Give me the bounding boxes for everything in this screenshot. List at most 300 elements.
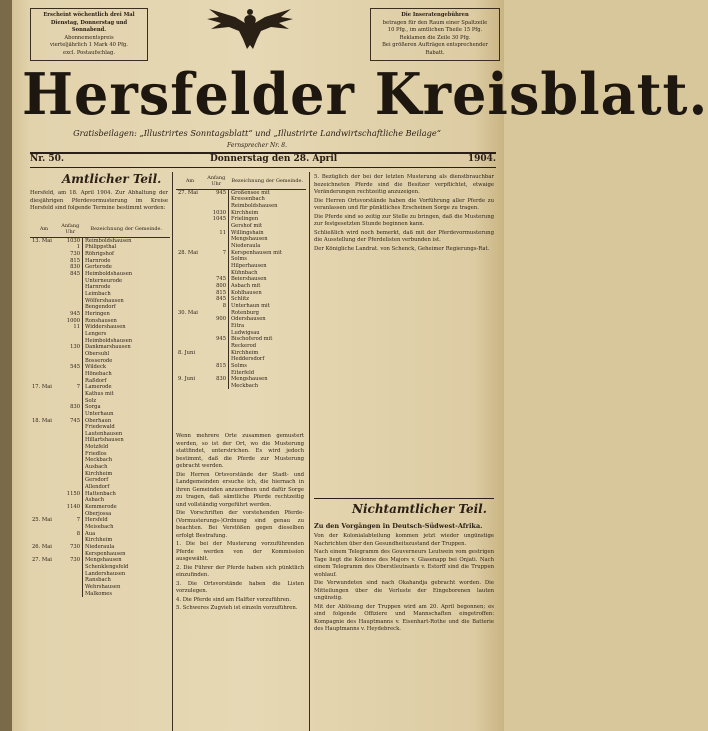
row-date bbox=[176, 276, 204, 283]
row-date bbox=[176, 223, 204, 230]
scan-edge bbox=[0, 0, 12, 731]
row-date bbox=[30, 258, 58, 265]
table-row bbox=[30, 524, 170, 531]
row-municipality: Heddersdorf bbox=[231, 356, 265, 363]
table-row bbox=[30, 378, 170, 385]
row-date bbox=[30, 351, 58, 358]
row-municipality: Motzfeld bbox=[85, 444, 109, 451]
col-header-municipality: Bezeichnung der Gemeinde. bbox=[83, 222, 171, 237]
row-time bbox=[58, 424, 83, 431]
box-left-line: Erscheint wöchentlich drei Mal bbox=[43, 12, 135, 18]
row-municipality: Schlitz bbox=[231, 296, 249, 303]
row-time bbox=[58, 584, 83, 591]
row-time: 7 bbox=[58, 384, 83, 391]
row-time: 845 bbox=[58, 271, 83, 278]
paragraph: 4. Die Pferde sind am Halfter vorzuführen. bbox=[176, 596, 292, 603]
row-time bbox=[204, 243, 229, 250]
table-row bbox=[176, 376, 306, 383]
row-time: 945 bbox=[204, 189, 229, 196]
table-row bbox=[176, 276, 306, 283]
row-time bbox=[58, 431, 83, 438]
table-row bbox=[30, 544, 170, 551]
row-time bbox=[204, 236, 229, 243]
row-date bbox=[30, 304, 58, 311]
table-row bbox=[176, 290, 306, 297]
row-municipality: Oberjossa bbox=[85, 510, 112, 517]
box-left-line: Dienstag, Donnerstag und Sonnabend. bbox=[50, 19, 128, 34]
row-time bbox=[58, 284, 83, 291]
row-municipality: Odershausen bbox=[231, 316, 266, 323]
row-municipality: Friedlos bbox=[85, 450, 107, 457]
paragraph: 1. Die bei der Musterung vorzuführenden Pferde werden von der Kommission ausgewählt. bbox=[176, 541, 304, 563]
row-date: 26. Mai bbox=[32, 543, 52, 550]
row-time bbox=[204, 310, 229, 317]
supplements-line: Gratisbeilagen: „Illustrirtes Sonntagsblatt“ und „Illustrirte Landwirtschaftliche Beilage“ bbox=[73, 128, 441, 138]
amtlicher-teil-heading: Amtlicher Teil. bbox=[62, 172, 162, 186]
issue-rule bbox=[30, 167, 496, 168]
row-date bbox=[176, 356, 204, 363]
row-date bbox=[30, 531, 58, 538]
box-right-line: Reklamen die Zeile 30 Pfg. bbox=[399, 34, 471, 41]
table-row bbox=[30, 584, 170, 591]
row-date: 27. Mai bbox=[178, 189, 198, 196]
row-date bbox=[176, 283, 204, 290]
box-right-line: Bei größeren Aufträgen entsprechender bbox=[382, 42, 488, 49]
table-row bbox=[176, 356, 306, 363]
row-municipality: Frielingen bbox=[231, 216, 259, 223]
row-date bbox=[30, 457, 58, 464]
row-municipality: Kohlhausen bbox=[231, 289, 262, 296]
row-time bbox=[58, 371, 83, 378]
row-time: 815 bbox=[204, 290, 229, 297]
row-time bbox=[204, 323, 229, 330]
row-municipality: Ludwigsau bbox=[231, 329, 260, 336]
row-date bbox=[30, 291, 58, 298]
row-municipality: Landershausen bbox=[85, 570, 126, 577]
row-time bbox=[204, 196, 229, 203]
row-municipality: Meckbach bbox=[85, 457, 113, 464]
row-municipality: Ausbach bbox=[85, 464, 108, 471]
col-header-time: Anfang Uhr bbox=[58, 222, 83, 237]
row-municipality: Lamerode bbox=[85, 384, 112, 391]
row-municipality: Ronshausen bbox=[85, 317, 117, 324]
newspaper-title: Hersfelder Kreisblatt. bbox=[22, 60, 708, 128]
row-municipality: Rotenburg bbox=[231, 309, 259, 316]
row-date: 27. Mai bbox=[32, 557, 52, 564]
row-date bbox=[30, 497, 58, 504]
table-row bbox=[30, 511, 170, 518]
row-municipality: Kühnbach bbox=[231, 269, 258, 276]
row-time bbox=[58, 564, 83, 571]
paragraph: Der Königliche Landrat. von Schenck, Geheimer Regierungs-Rat. bbox=[314, 245, 490, 252]
row-municipality: Solz bbox=[85, 397, 97, 404]
box-right-line: Die Inseratengebühren bbox=[401, 12, 469, 18]
table-row bbox=[30, 371, 170, 378]
table-row bbox=[176, 189, 306, 196]
row-municipality: Meckbach bbox=[231, 382, 259, 389]
row-time: 11 bbox=[58, 324, 83, 331]
row-time: 1000 bbox=[58, 318, 83, 325]
row-date bbox=[30, 484, 58, 491]
row-date bbox=[176, 330, 204, 337]
row-municipality: Aua bbox=[85, 530, 96, 537]
row-time: 1045 bbox=[204, 216, 229, 223]
col-header-date: Am bbox=[176, 174, 204, 189]
row-municipality: Heringen bbox=[85, 311, 110, 317]
table-row bbox=[176, 230, 306, 237]
paragraph: 5. Schweres Zugvieh ist einzeln vorzuführen. bbox=[176, 605, 298, 612]
table-row bbox=[176, 303, 306, 310]
table-row bbox=[176, 256, 306, 263]
row-date bbox=[176, 256, 204, 263]
row-date bbox=[30, 424, 58, 431]
row-municipality: Eitra bbox=[231, 322, 245, 329]
row-time: 830 bbox=[204, 376, 229, 383]
row-time bbox=[58, 464, 83, 471]
col-header-time: Anfang Uhr bbox=[204, 174, 229, 189]
row-time: 730 bbox=[58, 557, 83, 564]
row-date: 13. Mai bbox=[32, 237, 52, 244]
row-municipality: Obersuhl bbox=[85, 350, 110, 357]
row-municipality: Meisebach bbox=[85, 524, 114, 530]
table-row bbox=[176, 210, 306, 217]
table-row bbox=[176, 270, 306, 277]
row-date bbox=[176, 370, 204, 377]
row-municipality: Lautenhausen bbox=[85, 430, 123, 437]
row-municipality: Reimboldshausen bbox=[231, 203, 278, 210]
row-municipality: Hönebach bbox=[85, 370, 112, 377]
row-time bbox=[58, 571, 83, 578]
table-row bbox=[30, 364, 170, 371]
row-municipality: Philippsthal bbox=[85, 244, 117, 251]
row-time bbox=[58, 437, 83, 444]
row-date bbox=[176, 336, 204, 343]
table-row bbox=[30, 237, 170, 244]
row-time: 730 bbox=[58, 251, 83, 258]
table-row bbox=[30, 424, 170, 431]
row-municipality: Kerspenhausen mit bbox=[231, 249, 282, 256]
table-row bbox=[30, 264, 170, 271]
table-row bbox=[30, 384, 170, 391]
row-municipality: Großensee mit bbox=[231, 189, 270, 196]
table-row bbox=[176, 343, 306, 350]
paragraph: 5. Bezüglich der bei der letzten Musterung als dienstbrauchbar bezeichneten Pferde sind die Besitzer verpflichtet, etwaige Veränderungen rechtzeitig anzuzeigen. bbox=[314, 174, 494, 196]
row-time bbox=[58, 398, 83, 405]
table-row bbox=[176, 263, 306, 270]
row-date bbox=[176, 196, 204, 203]
table-row bbox=[176, 363, 306, 370]
row-time bbox=[58, 338, 83, 345]
table-row bbox=[30, 304, 170, 311]
row-date bbox=[30, 451, 58, 458]
row-date: 25. Mai bbox=[32, 517, 52, 524]
row-date bbox=[176, 323, 204, 330]
row-time: 815 bbox=[204, 363, 229, 370]
table-row bbox=[30, 258, 170, 265]
row-date bbox=[30, 271, 58, 278]
row-municipality: Bischofsrod mit bbox=[231, 336, 273, 343]
table-row bbox=[176, 323, 306, 330]
table-row bbox=[30, 271, 170, 278]
row-time bbox=[58, 537, 83, 544]
row-date bbox=[30, 504, 58, 511]
table-row bbox=[176, 236, 306, 243]
row-municipality: Wölfershausen bbox=[85, 297, 124, 304]
row-time bbox=[58, 331, 83, 338]
table-row bbox=[30, 444, 170, 451]
row-date bbox=[30, 584, 58, 591]
row-date bbox=[176, 303, 204, 310]
row-date bbox=[30, 278, 58, 285]
table-row bbox=[30, 344, 170, 351]
table-row bbox=[176, 283, 306, 290]
row-time bbox=[58, 358, 83, 365]
table-row bbox=[176, 383, 306, 390]
row-date bbox=[30, 398, 58, 405]
row-municipality: Solms bbox=[231, 362, 247, 369]
row-time bbox=[204, 356, 229, 363]
box-right-line: Rabatt. bbox=[425, 49, 445, 56]
row-time bbox=[58, 278, 83, 285]
pferdevormusterung-intro: Hersfeld, am 18. April 1904. Zur Abhaltung der diesjährigen Pferdevormusterung im Kreise Hersfeld sind folgende Termine bestimmt worden: bbox=[30, 190, 168, 212]
row-date bbox=[30, 577, 58, 584]
row-municipality: Kirchheim bbox=[231, 349, 259, 356]
table-row bbox=[30, 437, 170, 444]
row-date bbox=[30, 431, 58, 438]
nichtamtlicher-teil-heading: Nichtamtlicher Teil. bbox=[352, 502, 487, 516]
row-date bbox=[30, 364, 58, 371]
row-date bbox=[176, 290, 204, 297]
row-municipality: Dankmarshausen bbox=[85, 344, 131, 351]
box-right-line: betragen für den Raum einer Spaltzeile bbox=[382, 19, 488, 26]
row-date bbox=[176, 270, 204, 277]
row-time bbox=[58, 497, 83, 504]
table-row bbox=[30, 497, 170, 504]
muster-instructions bbox=[176, 433, 304, 614]
row-date: 18. Mai bbox=[32, 417, 52, 424]
paragraph: Die Verwundeten sind nach Okahandja gebracht worden. Die Mitteilungen über die Verluste der Eingeborenen lauten ungünstig. bbox=[314, 580, 494, 602]
row-time bbox=[204, 203, 229, 210]
row-date bbox=[176, 296, 204, 303]
table-row bbox=[176, 330, 306, 337]
row-time bbox=[58, 577, 83, 584]
table-row bbox=[176, 250, 306, 257]
row-municipality: Malkomes bbox=[85, 590, 112, 597]
row-municipality: Hersfeld bbox=[85, 517, 108, 524]
table-row bbox=[176, 336, 306, 343]
row-date bbox=[30, 464, 58, 471]
row-time bbox=[58, 391, 83, 398]
table-row bbox=[30, 484, 170, 491]
table-row bbox=[30, 457, 170, 464]
table-row bbox=[30, 551, 170, 558]
row-date bbox=[30, 404, 58, 411]
row-municipality: Solms bbox=[231, 256, 247, 263]
box-left-line: excl. Postaufschlag. bbox=[63, 49, 115, 56]
table-row bbox=[176, 316, 306, 323]
row-date bbox=[30, 437, 58, 444]
row-time bbox=[58, 291, 83, 298]
issue-number: Nr. 50. bbox=[30, 154, 65, 164]
row-municipality: Niederaula bbox=[85, 543, 115, 550]
row-date bbox=[30, 298, 58, 305]
row-municipality: Kressenbach bbox=[231, 196, 265, 203]
row-municipality: Reckerod bbox=[231, 342, 257, 349]
table-row bbox=[176, 223, 306, 230]
row-time bbox=[204, 270, 229, 277]
row-time: 830 bbox=[58, 404, 83, 411]
row-date bbox=[30, 444, 58, 451]
table-row bbox=[30, 431, 170, 438]
row-time bbox=[58, 477, 83, 484]
row-municipality: Unterneurode bbox=[85, 277, 123, 284]
table-row bbox=[30, 418, 170, 425]
paragraph: Nach einem Telegramm des Gouverneurs Leutwein vom gestrigen Tage liegt die Kolonne des Majors v. Glasenapp bei Onjati. Nach einem Telegramm des Oberstleutnants v. Estorff sind die Truppen wohlauf. bbox=[314, 549, 494, 578]
table-row bbox=[30, 284, 170, 291]
table-row bbox=[30, 411, 170, 418]
row-time bbox=[58, 471, 83, 478]
table-row bbox=[30, 577, 170, 584]
row-date bbox=[176, 363, 204, 370]
row-date bbox=[176, 383, 204, 390]
table-row bbox=[30, 358, 170, 365]
row-municipality: Kerspenhausen bbox=[85, 550, 126, 557]
row-date bbox=[30, 491, 58, 498]
table-row bbox=[176, 296, 306, 303]
row-date bbox=[30, 244, 58, 251]
row-time: 815 bbox=[58, 258, 83, 265]
row-municipality: Bosserode bbox=[85, 357, 113, 364]
row-municipality: Gerterode bbox=[85, 264, 112, 271]
table-row bbox=[176, 203, 306, 210]
muster-regulations bbox=[314, 174, 494, 254]
row-date bbox=[176, 203, 204, 210]
row-municipality: Röhrigshof bbox=[85, 251, 114, 258]
row-date: 9. Juni bbox=[178, 376, 196, 383]
row-time bbox=[58, 591, 83, 598]
table-row bbox=[176, 216, 306, 223]
table-row bbox=[30, 491, 170, 498]
row-municipality: Kathus mit bbox=[85, 390, 114, 397]
row-date bbox=[176, 210, 204, 217]
table-row bbox=[176, 196, 306, 203]
issue-year: 1904. bbox=[467, 154, 496, 164]
row-time: 8 bbox=[58, 531, 83, 538]
table-row bbox=[30, 471, 170, 478]
row-time: 830 bbox=[58, 264, 83, 271]
row-time: 900 bbox=[204, 316, 229, 323]
table-row bbox=[30, 351, 170, 358]
eagle-emblem-icon bbox=[205, 5, 295, 53]
table-row bbox=[30, 557, 170, 564]
advertising-rates-box bbox=[370, 8, 500, 61]
table-row bbox=[30, 504, 170, 511]
row-municipality: Ransbach bbox=[85, 577, 111, 584]
table-row bbox=[176, 243, 306, 250]
table-row bbox=[30, 404, 170, 411]
row-municipality: Bengendorf bbox=[85, 304, 116, 311]
table-row bbox=[30, 398, 170, 405]
row-municipality: Lengers bbox=[85, 330, 107, 337]
row-time bbox=[58, 351, 83, 358]
table-row bbox=[30, 464, 170, 471]
row-date bbox=[30, 471, 58, 478]
paragraph: Die Herren Ortsvorstände haben die Vorführung aller Pferde zu veranlassen und für pünktliches Erscheinen Sorge zu tragen. bbox=[314, 197, 494, 212]
row-time bbox=[58, 298, 83, 305]
row-date bbox=[30, 378, 58, 385]
row-date bbox=[30, 571, 58, 578]
row-municipality: Mengshausen bbox=[85, 557, 122, 564]
row-time: 7 bbox=[204, 250, 229, 257]
row-time bbox=[58, 484, 83, 491]
row-time bbox=[58, 304, 83, 311]
row-date bbox=[30, 331, 58, 338]
row-time: 745 bbox=[204, 276, 229, 283]
row-time bbox=[204, 330, 229, 337]
table-row bbox=[30, 244, 170, 251]
row-time: 1140 bbox=[58, 504, 83, 511]
row-time: 845 bbox=[204, 296, 229, 303]
table-row bbox=[30, 564, 170, 571]
row-municipality: Asbach mit bbox=[231, 282, 261, 289]
row-time: 1030 bbox=[204, 210, 229, 217]
row-municipality: Hilperhausen bbox=[231, 263, 267, 269]
paragraph: Schließlich wird noch bemerkt, daß mit der Pferdevormusterung die Ausstellung der Pferdelisten verbunden ist. bbox=[314, 229, 494, 244]
row-municipality: Kirchheim bbox=[85, 537, 113, 544]
row-time bbox=[58, 378, 83, 385]
row-date bbox=[30, 358, 58, 365]
row-time: 1150 bbox=[58, 491, 83, 498]
row-municipality: Raßdorf bbox=[85, 377, 107, 384]
row-municipality: Wildeck bbox=[85, 364, 106, 371]
table-row bbox=[30, 298, 170, 305]
table-row bbox=[30, 338, 170, 345]
paragraph: Wenn mehrere Orte zusammen gemustert werden, so ist der Ort, wo die Musterung stattfindet, unterstrichen. Es wird jedoch bestimmt, daß die Pferde zur Musterung gebracht werden. bbox=[176, 433, 304, 470]
row-date bbox=[30, 591, 58, 598]
row-time bbox=[204, 223, 229, 230]
row-municipality: Kirchheim bbox=[231, 209, 259, 216]
paragraph: 3. Die Ortsvorstände haben die Listen vorzulegen. bbox=[176, 580, 304, 595]
table-row bbox=[30, 331, 170, 338]
row-municipality: Willingshain bbox=[231, 229, 264, 236]
row-date bbox=[30, 371, 58, 378]
box-left-line: Abonnementspreis bbox=[64, 34, 114, 41]
row-time bbox=[58, 524, 83, 531]
row-municipality: Leimbach bbox=[85, 291, 111, 298]
row-time bbox=[204, 383, 229, 390]
row-date bbox=[30, 537, 58, 544]
row-municipality: Heimboldshausen bbox=[85, 271, 133, 278]
table-row bbox=[30, 531, 170, 538]
row-date: 8. Juni bbox=[178, 349, 196, 356]
row-date bbox=[30, 551, 58, 558]
row-time: 8 bbox=[204, 303, 229, 310]
paragraph: Die Pferde sind so zeitig zur Stelle zu bringen, daß die Musterung zur festgesetzten Stunde beginnen kann. bbox=[314, 213, 494, 228]
row-time bbox=[58, 451, 83, 458]
row-municipality: Mengshausen bbox=[231, 376, 268, 383]
row-municipality: Mengshausen bbox=[231, 236, 268, 243]
table-row bbox=[30, 537, 170, 544]
row-time: 945 bbox=[58, 311, 83, 318]
row-municipality: Gersdorf bbox=[85, 477, 109, 484]
row-date bbox=[176, 230, 204, 237]
row-municipality: Heimboldshausen bbox=[85, 337, 133, 344]
table-row bbox=[30, 278, 170, 285]
table-row bbox=[30, 391, 170, 398]
row-date: 30. Mai bbox=[178, 309, 198, 316]
row-date bbox=[30, 318, 58, 325]
row-time: 11 bbox=[204, 230, 229, 237]
